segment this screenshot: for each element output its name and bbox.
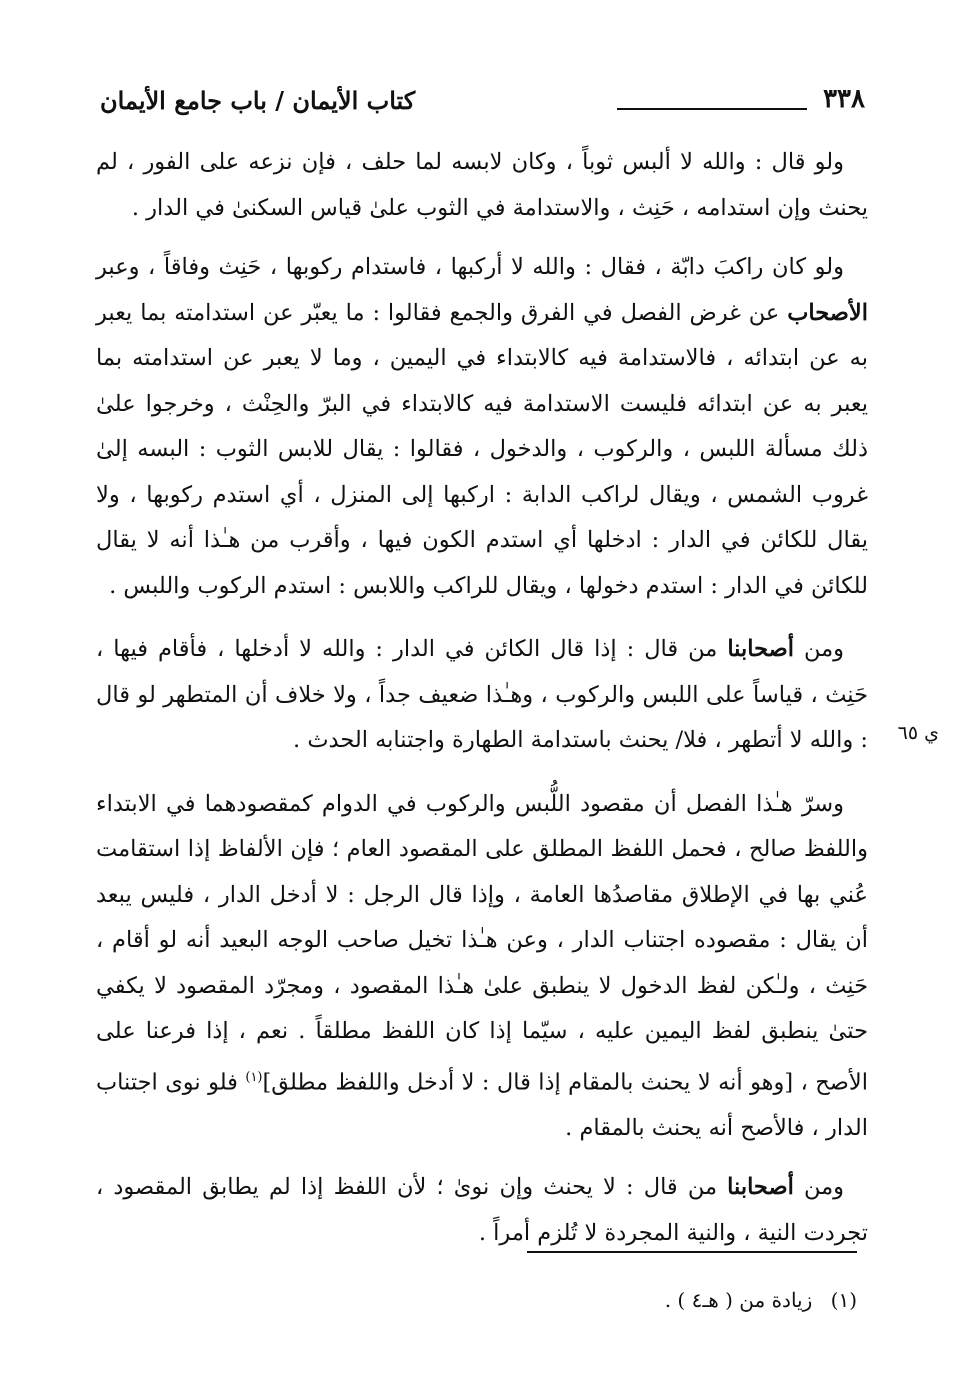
paragraph-2-text-c: عن غرض الفصل في الفرق والجمع فقالوا : ما يعبّر عن استدامته بما يعبر به عن ابتدائه ، فالاستدامة فيه كالابتداء في اليمين ، وما لا يعبر عن استدامته بما يعبر به عن ابتدائه فليست الاستدامة فيه كالابتداء في البرّ والحِنْث ، وخرجوا علىٰ ذلك مسألة اللبس ، والركوب ، والدخول ، فقالوا : يقال للابس الثوب : البسه إلىٰ غروب الشمس ، ويقال لراكب الدابة : اركبها إلى المنزل ، أي استدم ركوبها ، ولا يقال للكائن في الدار : ادخلها أي استدم الكون فيها ، وأقرب من هـٰذا أنه لا يقال للكائن في الدار : استدم دخولها ، ويقال للراكب واللابس : استدم الركوب واللبس . [96,299,868,599]
paragraph-5-text-a: ومن [803,1174,845,1200]
paragraph-3-text-c: من قال : إذا قال الكائن في الدار : والله لا أدخلها ، فأقام فيها ، حَنِث ، قياساً على اللبس والركوب ، وهـٰذا ضعيف جداً ، ولا خلاف أن المتطهر لو قال : والله لا أتطهر ، فلا/ يحنث باستدامة الطهارة واجتنابه الحدث . [96,636,868,753]
page-header [100,84,865,124]
paragraph-5-text-c: من قال : لا يحنث وإن نوىٰ ؛ لأن اللفظ إذا لم يطابق المقصود ، تجردت النية ، والنية المجردة لا تُلزم أمراً . [96,1174,868,1246]
paragraph-1 [96,140,868,231]
paragraph-1-text: ولو قال : والله لا ألبس ثوباً ، وكان لابسه لما حلف ، فإن نزعه على الفور ، لم يحنث وإن استدامه ، حَنِث ، والاستدامة في الثوب علىٰ قياس السكنىٰ في الدار . [96,149,868,221]
term-ashab: الأصحاب [787,299,868,326]
footnote [157,1288,857,1312]
footnote-reference: (١) [245,1069,263,1085]
page-number: ٣٣٨ [823,84,865,114]
term-ashabuna: أصحابنا [727,636,794,662]
paragraph-2-text-a: ولو كان راكبَ دابّة ، فقال : والله لا أركبها ، فاستدام ركوبها ، حَنِث وفاقاً ، وعبر [96,254,844,280]
paragraph-4-text-b: فلو نوى اجتناب الدار ، فالأصح أنه يحنث بالمقام . [96,1069,868,1141]
paragraph-3-text-a: ومن [803,636,844,662]
term-ashabuna-2: أصحابنا [727,1174,794,1200]
footnote-rule [527,1251,857,1253]
footnote-text: زيادة من ( هـ٤ ) . [664,1288,813,1312]
manuscript-margin-note: ي ٦٥ [897,722,939,744]
paragraph-3 [96,627,868,764]
main-text [96,140,868,1274]
header-rule [617,108,807,110]
paragraph-4-text-a: وسرّ هـٰذا الفصل أن مقصود اللُّبس والركوب في الدوام كمقصودهما في الابتداء واللفظ صالح ، فحمل اللفظ المطلق على المقصود العام ؛ فإن الألفاظ إذا استقامت عُني بها في الإطلاق مقاصدُها العامة ، وإذا قال الرجل : لا أدخل الدار ، فليس يبعد أن يقال : مقصوده اجتناب الدار ، وعن هـٰذا تخيل صاحب الوجه البعيد أنه لو أقام ، حَنِث ، ولـٰكن لفظ الدخول لا ينطبق علىٰ هـٰذا المقصود ، ومجرّد المقصود لا يكفي حتىٰ ينطبق لفظ اليمين عليه ، سيّما إذا كان اللفظ مطلقاً . نعم ، إذا فرعنا على الأصح ، [وهو أنه لا يحنث بالمقام إذا قال : لا أدخل واللفظ مطلق] [96,790,868,1095]
footnote-number: (١) [830,1288,857,1312]
paragraph-4 [96,782,868,1152]
running-title: كتاب الأيمان / باب جامع الأيمان [100,86,416,115]
paragraph-2 [96,245,868,609]
paragraph-5 [96,1165,868,1256]
